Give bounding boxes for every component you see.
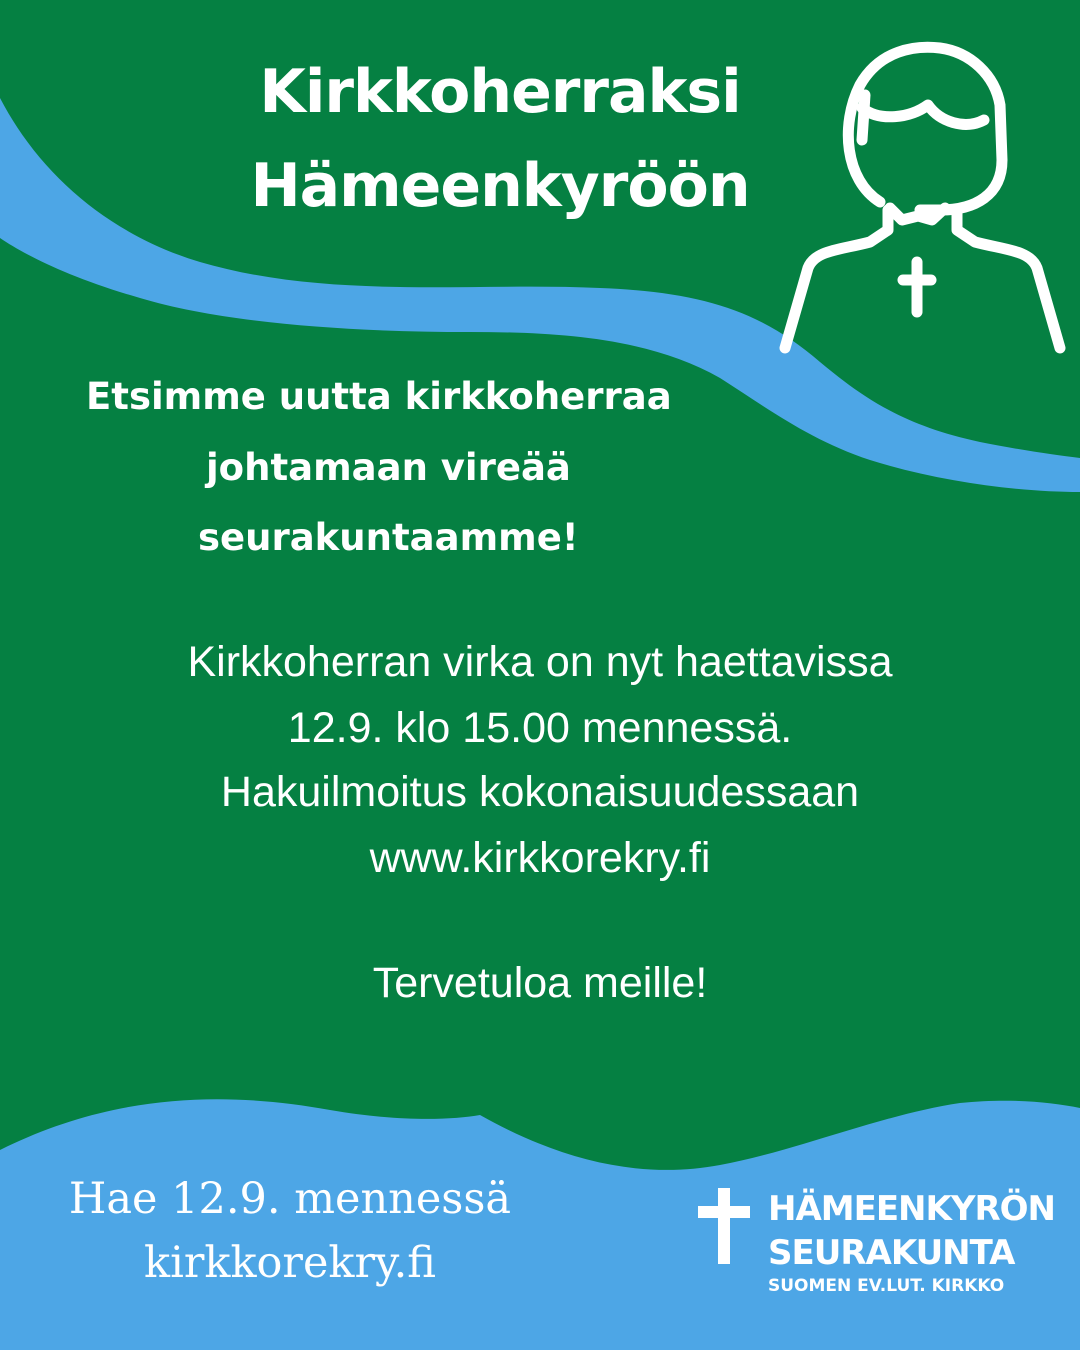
body-line-3: Hakuilmoitus kokonaisuudessaan: [220, 768, 860, 816]
title-line-2: Hämeenkyröön: [250, 151, 750, 221]
body-line-1: Kirkkoherran virka on nyt haettavissa: [187, 638, 893, 686]
lead-line-3: seurakuntaamme!: [198, 516, 579, 559]
logo-parish-name: HÄMEENKYRÖN: [768, 1189, 1056, 1229]
title-line-1: Kirkkoherraksi: [259, 57, 741, 127]
lead-line-2: johtamaan vireää: [206, 446, 571, 489]
welcome-text: Tervetuloa meille!: [372, 959, 708, 1007]
logo-parish-type: SEURAKUNTA: [768, 1233, 1015, 1273]
logo-church-name: SUOMEN EV.LUT. KIRKKO: [768, 1276, 1005, 1296]
priest-icon: [770, 30, 1070, 360]
website-url: www.kirkkorekry.fi: [369, 834, 711, 882]
footer-deadline: Hae 12.9. mennessä: [68, 1174, 512, 1224]
footer-url: kirkkorekry.fi: [144, 1238, 436, 1288]
lead-line-1: Etsimme uutta kirkkoherraa: [86, 375, 672, 418]
cross-icon: [696, 1186, 752, 1266]
body-line-2: 12.9. klo 15.00 mennessä.: [287, 704, 793, 752]
